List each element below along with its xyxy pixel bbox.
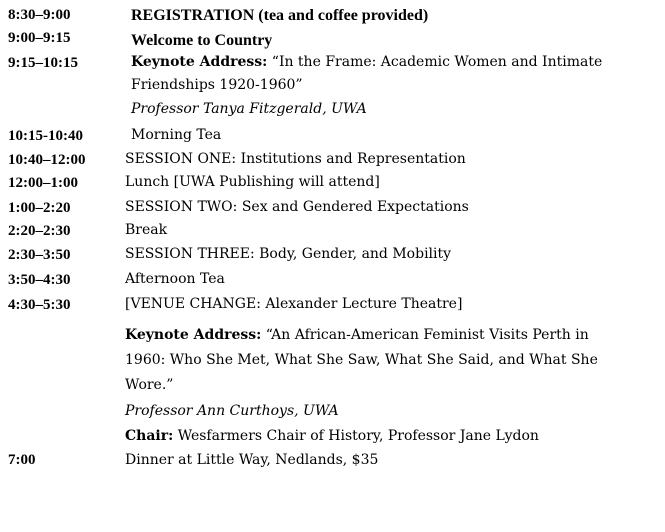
afternoon-tea-title: Afternoon Tea xyxy=(125,271,225,287)
time-registration: 8:30–9:00 xyxy=(8,7,71,23)
keynote-1-title-part-2: Friendships 1920-1960” xyxy=(131,77,303,93)
chair-text: Wesfarmers Chair of History, Professor Jane Lydon xyxy=(177,428,539,444)
keynote-1-speaker: Professor Tanya Fitzgerald, UWA xyxy=(131,101,367,117)
keynote-2-chair xyxy=(125,425,539,448)
keynote-2-line-1 xyxy=(125,324,589,347)
welcome-title: Welcome to Country xyxy=(131,32,273,49)
session-three-title: SESSION THREE: Body, Gender, and Mobility xyxy=(125,246,452,262)
time-session-three: 2:30–3:50 xyxy=(8,247,71,263)
time-dinner: 7:00 xyxy=(8,452,36,468)
keynote-1-label: Keynote Address: xyxy=(131,54,268,70)
keynote-1-title-part-1: “In the Frame: Academic Women and Intimate xyxy=(271,54,603,70)
lunch-title: Lunch [UWA Publishing will attend] xyxy=(125,174,380,190)
morning-tea-title: Morning Tea xyxy=(131,127,222,143)
break-title: Break xyxy=(125,222,168,238)
keynote-2-label: Keynote Address: xyxy=(125,327,262,343)
time-welcome: 9:00–9:15 xyxy=(8,30,71,46)
chair-label: Chair: xyxy=(125,428,174,444)
time-lunch: 12:00–1:00 xyxy=(8,175,78,191)
time-session-one: 10:40–12:00 xyxy=(8,152,86,168)
keynote-2-title-part-3: Wore.” xyxy=(125,377,174,393)
keynote-2-title-part-2: 1960: Who She Met, What She Saw, What She Said, and What She xyxy=(125,352,598,368)
time-keynote-1: 9:15–10:15 xyxy=(8,55,78,71)
session-two-title: SESSION TWO: Sex and Gendered Expectations xyxy=(125,199,469,215)
session-one-title: SESSION ONE: Institutions and Representation xyxy=(125,151,466,167)
keynote-1-line-1 xyxy=(131,51,602,74)
dinner-title: Dinner at Little Way, Nedlands, $35 xyxy=(125,452,379,468)
time-break: 2:20–2:30 xyxy=(8,223,71,239)
venue-change-title: [VENUE CHANGE: Alexander Lecture Theatre] xyxy=(125,296,463,312)
keynote-2-speaker: Professor Ann Curthoys, UWA xyxy=(125,403,339,419)
time-afternoon-tea: 3:50–4:30 xyxy=(8,272,71,288)
keynote-2-title-part-1: “An African-American Feminist Visits Perth in xyxy=(265,327,589,343)
time-venue-change: 4:30–5:30 xyxy=(8,297,71,313)
time-morning-tea: 10:15-10:40 xyxy=(8,128,83,144)
time-session-two: 1:00–2:20 xyxy=(8,200,71,216)
registration-title: REGISTRATION (tea and coffee provided) xyxy=(131,7,429,24)
